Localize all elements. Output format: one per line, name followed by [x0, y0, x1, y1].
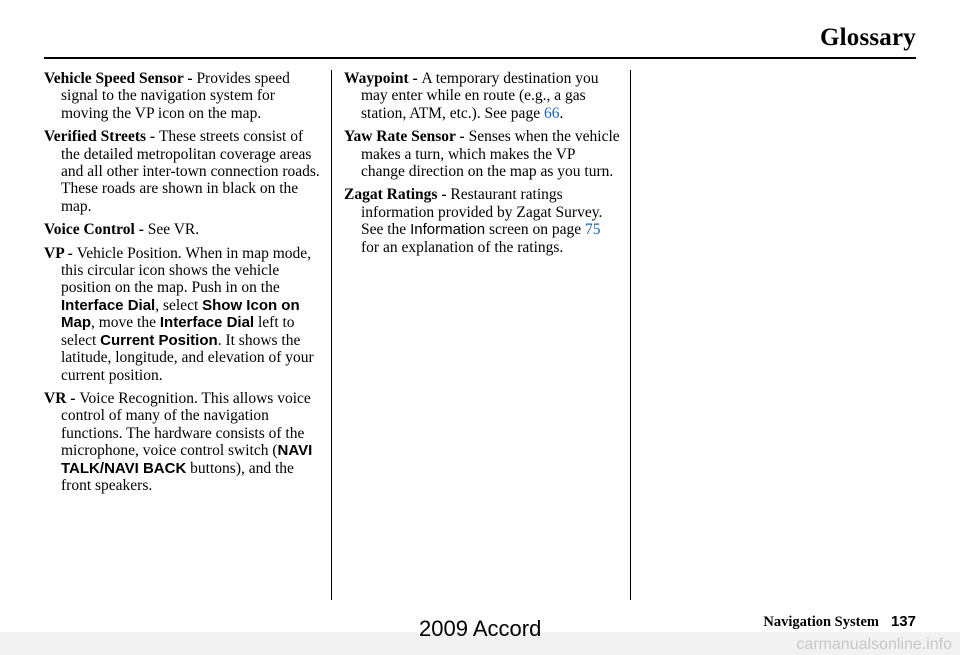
header-rule: [44, 57, 916, 59]
term-label: VP -: [44, 244, 77, 262]
definition-text: buttons), and the front speakers.: [61, 459, 294, 494]
definition-text: Senses when the vehicle makes a turn, which makes the VP change direction on the map as you turn.: [361, 128, 620, 181]
definition-text: Provides speed signal to the navigation system for moving the VP icon on the map.: [61, 70, 290, 122]
definition-text: left to select: [61, 314, 295, 349]
definition-text: Restaurant ratings information provided by Zagat Survey. See the: [361, 186, 603, 239]
definition-text: for an explanation of the ratings.: [361, 238, 564, 256]
column-divider-left: [331, 70, 332, 600]
definition-text: . It shows the latitude, longitude, and elevation of your current position.: [61, 331, 314, 384]
page-link-75[interactable]: 75: [584, 221, 601, 239]
term-label: Yaw Rate Sensor -: [344, 128, 469, 146]
watermark-model: 2009 Accord: [419, 616, 542, 641]
term-label: VR -: [44, 389, 80, 407]
ui-term-show-icon-on-map: Show Icon on Map: [61, 296, 300, 332]
entry-verified-streets: [44, 128, 320, 215]
page-header-title: Glossary: [819, 24, 916, 51]
entry-yaw-rate-sensor: [344, 128, 620, 180]
definition-text: screen on page: [485, 221, 585, 239]
definition-text: These streets consist of the detailed metropolitan coverage areas and all other inter-town connection roads. These roads are shown in black on the map.: [61, 128, 320, 215]
glossary-column-middle: [344, 70, 620, 262]
definition-text: A temporary destination you may enter while en route (e.g., a gas station, ATM, etc.). See page: [361, 70, 599, 122]
ui-term-information: Information: [410, 221, 486, 239]
footer-section-label: Navigation System: [763, 614, 879, 630]
entry-waypoint: [344, 70, 620, 122]
ui-term-interface-dial: Interface Dial: [61, 296, 156, 314]
term-label: Zagat Ratings -: [344, 186, 451, 204]
term-label: Verified Streets -: [44, 128, 159, 146]
column-divider-right: [630, 70, 631, 600]
glossary-column-left: [44, 70, 320, 500]
ui-term-navi-talk: NAVI TALK: [61, 442, 313, 477]
definition-text: Voice Recognition. This allows voice control of many of the navigation functions. The hardware consists of the microphone, voice control switch (: [61, 389, 311, 460]
term-label: Waypoint -: [344, 70, 422, 87]
definition-text: See VR.: [147, 221, 200, 239]
definition-text: , move the: [91, 314, 160, 332]
term-label: Vehicle Speed Sensor -: [44, 70, 197, 87]
ui-separator: /: [99, 459, 105, 477]
ui-term-interface-dial: Interface Dial: [159, 314, 255, 332]
page-link-66[interactable]: 66: [543, 104, 560, 122]
entry-vr: [44, 390, 320, 494]
entry-vehicle-speed-sensor: [44, 70, 320, 122]
definition-text: Vehicle Position. When in map mode, this circular icon shows the vehicle position on the map. Push in on the: [61, 244, 312, 297]
ui-term-navi-back: NAVI BACK: [104, 459, 187, 477]
entry-voice-control: [44, 221, 320, 238]
term-label: Voice Control -: [44, 221, 148, 239]
entry-vp: [44, 245, 320, 384]
definition-text: , select: [155, 296, 203, 314]
entry-zagat-ratings: [344, 186, 620, 256]
definition-text: .: [559, 104, 564, 122]
watermark-site: carmanualsonline.info: [796, 636, 952, 653]
ui-term-current-position: Current Position: [100, 331, 218, 349]
footer-page-number: 137: [890, 613, 916, 630]
